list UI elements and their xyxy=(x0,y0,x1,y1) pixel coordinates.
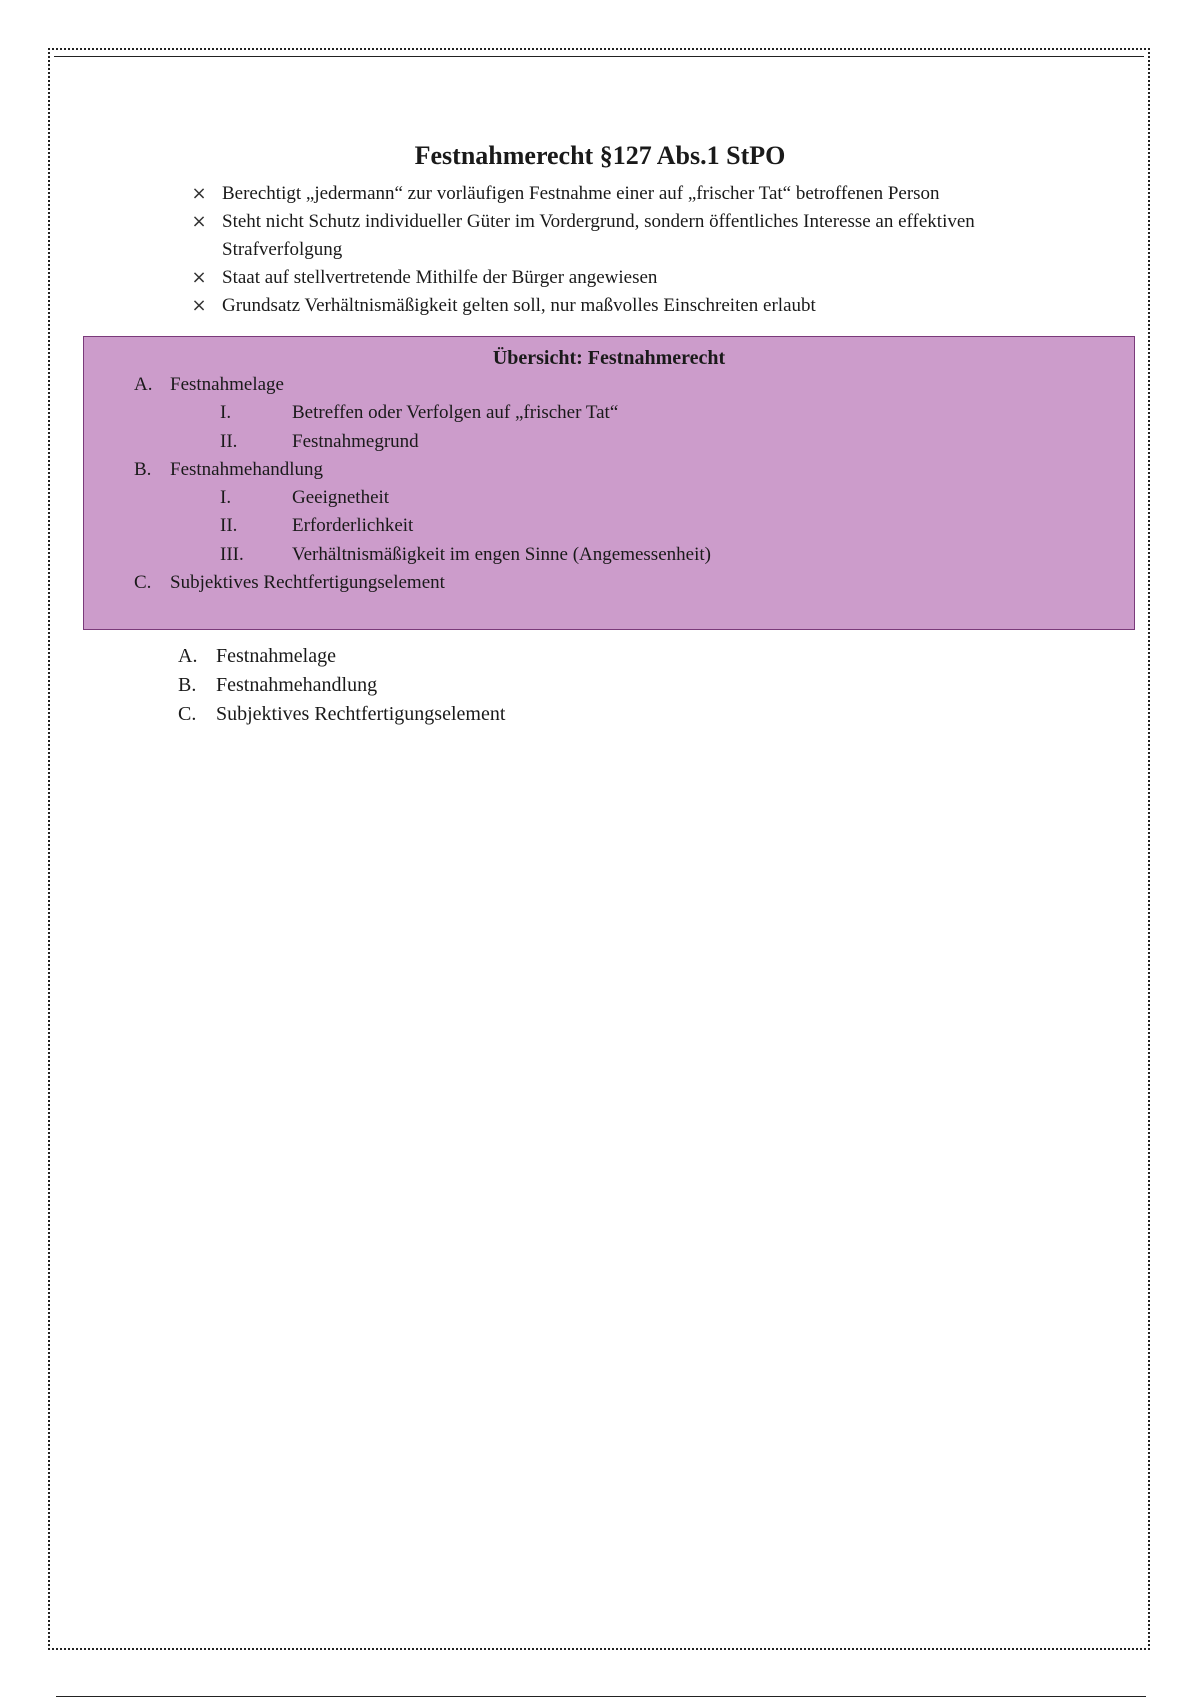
summary-letter: C. xyxy=(178,703,197,725)
summary-label: Festnahmelage xyxy=(216,645,336,667)
bullet-item xyxy=(180,208,1060,264)
summary-letter: B. xyxy=(178,674,197,696)
page-footer-line xyxy=(56,1696,1146,1697)
x-icon: × xyxy=(191,211,207,232)
bullet-text: Staat auf stellvertretende Mithilfe der Bürger angewiesen xyxy=(222,267,658,288)
outline-subitem-label: Verhältnismäßigkeit im engen Sinne (Angemessenheit) xyxy=(292,543,711,565)
outline-numeral: II. xyxy=(220,430,238,452)
summary-label: Subjektives Rechtfertigungselement xyxy=(216,703,506,725)
document-title: Festnahmerecht §127 Abs.1 StPO xyxy=(414,141,786,170)
bullet-list xyxy=(180,180,1060,320)
outline-letter: C. xyxy=(134,572,152,594)
outline-numeral: I. xyxy=(220,402,232,424)
outline-section-label: Festnahmehandlung xyxy=(170,458,324,480)
bullet-item xyxy=(180,264,1060,292)
outline-numeral: III. xyxy=(220,543,244,565)
outline-subitem-label: Erforderlichkeit xyxy=(292,515,414,537)
outline-subitem-label: Festnahmegrund xyxy=(292,430,419,452)
outline-subitem-label: Geeignetheit xyxy=(292,487,390,509)
bullet-text: Grundsatz Verhältnismäßigkeit gelten soll, nur maßvolles Einschreiten erlaubt xyxy=(222,295,816,316)
overview-box xyxy=(83,336,1135,630)
outline-letter: A. xyxy=(134,374,153,395)
outline-numeral: II. xyxy=(220,515,238,537)
page-header-line xyxy=(54,56,1144,57)
bullet-item xyxy=(180,292,1060,320)
overview-title: Übersicht: Festnahmerecht xyxy=(492,347,726,369)
outline-letter: B. xyxy=(134,458,152,480)
x-icon: × xyxy=(191,183,207,204)
summary-label: Festnahmehandlung xyxy=(216,674,378,696)
bullet-text: Steht nicht Schutz individueller Güter im Vordergrund, sondern öffentliches Interesse an effektiven Strafverfolgung xyxy=(222,211,975,260)
outline-section-label: Subjektives Rechtfertigungselement xyxy=(170,572,445,594)
outline-numeral: I. xyxy=(220,487,232,509)
x-icon: × xyxy=(191,267,207,288)
x-icon: × xyxy=(191,295,207,316)
outline-section-label: Festnahmelage xyxy=(170,374,284,395)
outline-subitem-label: Betreffen oder Verfolgen auf „frischer Tat“ xyxy=(292,402,619,424)
bullet-text: Berechtigt „jedermann“ zur vorläufigen Festnahme einer auf „frischer Tat“ betroffenen Person xyxy=(222,183,940,204)
bullet-item xyxy=(180,180,1060,208)
summary-letter: A. xyxy=(178,645,198,667)
